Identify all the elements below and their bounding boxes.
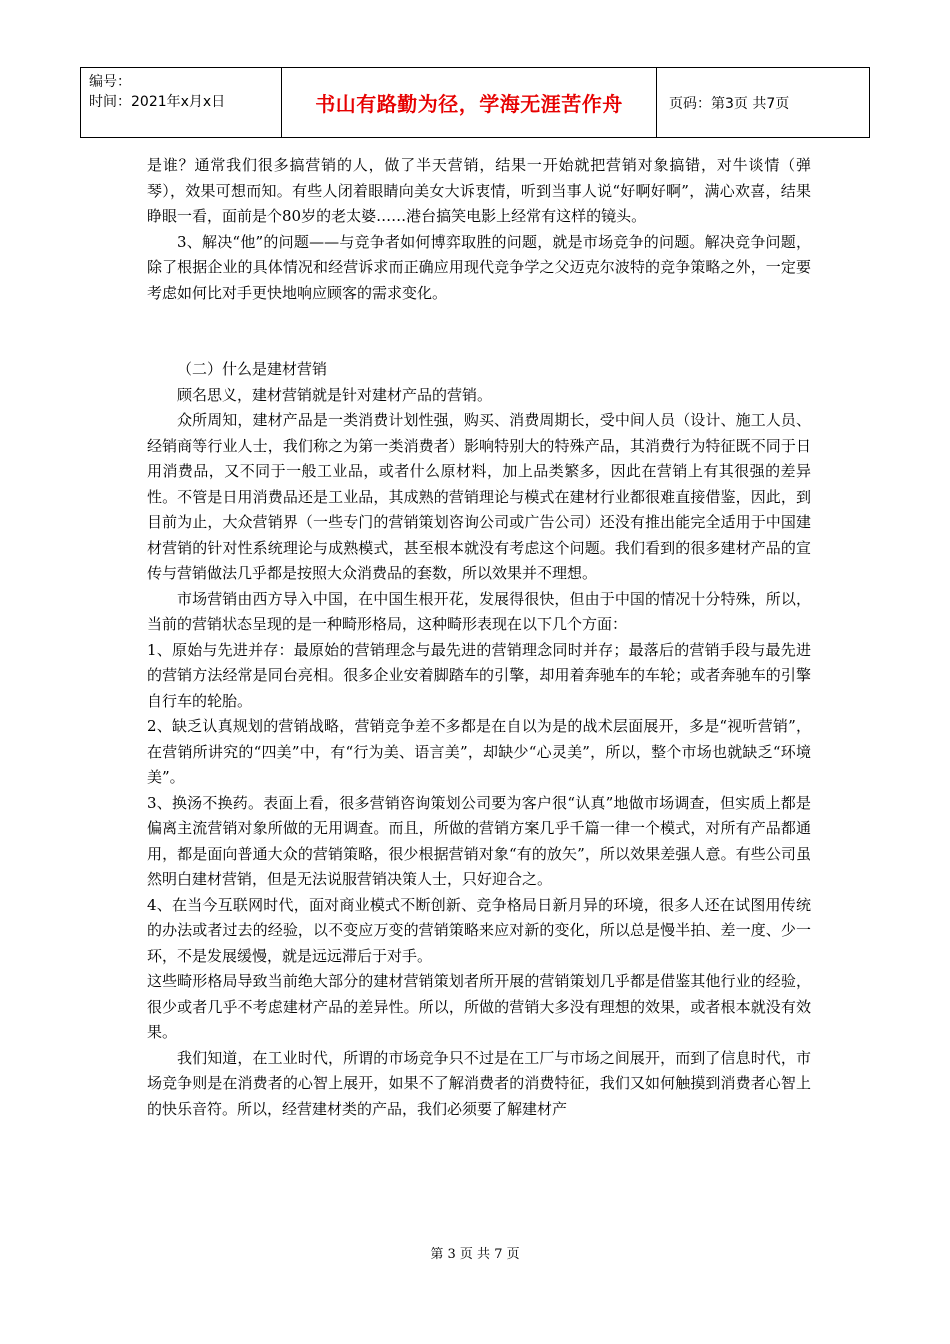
page-footer: 第 3 页 共 7 页 [430,1247,520,1262]
header-page-number: 页码：第3页 共7页 [669,95,790,112]
section-paragraph: 市场营销由西方导入中国，在中国生根开花，发展得很快，但由于中国的情况十分特殊，所以，当前的营销状态呈现的是一种畸形格局，这种畸形表现在以下几个方面： [147,589,811,633]
paragraph-point-3: 3、解决“他”的问题——与竞争者如何博弈取胜的问题，就是市场竞争的问题。解决竞争问题，除了根据企业的具体情况和经营诉求而正确应用现代竞争学之父迈克尔波特的竞争策略之外，一定要考虑如何比对手更快地响应顾客的需求变化。 [147,232,811,302]
section-paragraph: 顾名思义，建材营销就是针对建材产品的营销。 [177,385,493,404]
list-item: 3、换汤不换药。表面上看，很多营销咨询策划公司要为客户很“认真”地做市场调查，但实质上都是偏离主流营销对象所做的无用调查。而且，所做的营销方案几乎千篇一律一个模式，对所有产品都通用，都是面向普通大众的营销策略，很少根据营销对象“有的放矢”，所以效果差强人意。有些公司虽然明白建材营销，但是无法说服营销决策人士，只好迎合之。 [147,793,811,888]
closing-paragraph: 我们知道，在工业时代，所谓的市场竞争只不过是在工厂与市场之间展开，而到了信息时代，市场竞争则是在消费者的心智上展开，如果不了解消费者的消费特征，我们又如何触摸到消费者心智上的快乐音符。所以，经营建材类的产品，我们必须要了解建材产 [147,1048,811,1118]
serial-number-label: 编号： [89,74,131,90]
header-meta [81,68,282,137]
section-heading: （二）什么是建材营销 [177,360,328,378]
header-table [80,67,870,138]
list-item: 2、缺乏认真规划的营销战略，营销竞争差不多都是在自以为是的战术层面展开，多是“视听营销”，在营销所讲究的“四美”中，有“行为美、语言美”，却缺少“心灵美”，所以，整个市场也就缺乏“环境美”。 [147,717,811,786]
spacer [147,306,811,357]
header-motto: 书山有路勤为径，学海无涯苦作舟 [282,68,657,137]
paragraph-continued: 是谁？通常我们很多搞营销的人，做了半天营销，结果一开始就把营销对象搞错，对牛谈情（弹琴），效果可想而知。有些人闭着眼睛向美女大诉衷情，听到当事人说“好啊好啊”，满心欢喜，结果睁眼一看，面前是个80岁的老太婆……港台搞笑电影上经常有这样的镜头。 [147,156,811,225]
list-item: 1、原始与先进并存：最原始的营销理念与最先进的营销理念同时并存；最落后的营销手段与最先进的营销方法经常是同台亮相。很多企业安着脚踏车的引擎，却用着奔驰车的车轮；或者奔驰车的引擎自行车的轮胎。 [147,640,811,710]
section-paragraph: 众所周知，建材产品是一类消费计划性强，购买、消费周期长，受中间人员（设计、施工人员、经销商等行业人士，我们称之为第一类消费者）影响特别大的特殊产品，其消费行为特征既不同于日用消费品，又不同于一般工业品，或者什么原材料，加上品类繁多，因此在营销上有其很强的差异性。不管是日用消费品还是工业品，其成熟的营销理论与模式在建材行业都很难直接借鉴，因此，到目前为止，大众营销界（一些专门的营销策划咨询公司或广告公司）还没有推出能完全适用于中国建材营销的针对性系统理论与成熟模式，甚至根本就没有考虑这个问题。我们看到的很多建材产品的宣传与营销做法几乎都是按照大众消费品的套数，所以效果并不理想。 [147,411,811,582]
document-body [147,153,811,1122]
list-item: 4、在当今互联网时代，面对商业模式不断创新、竞争格局日新月异的环境，很多人还在试图用传统的办法或者过去的经验，以不变应万变的营销策略来应对新的变化，所以总是慢半拍、差一度、少一环，不是发展缓慢，就是远远滞后于对手。 [147,895,811,965]
summary-paragraph: 这些畸形格局导致当前绝大部分的建材营销策划者所开展的营销策划几乎都是借鉴其他行业的经验，很少或者几乎不考虑建材产品的差异性。所以，所做的营销大多没有理想的效果，或者根本就没有效果。 [147,972,811,1041]
date-label: 时间：2021年x月x日 [89,94,226,110]
